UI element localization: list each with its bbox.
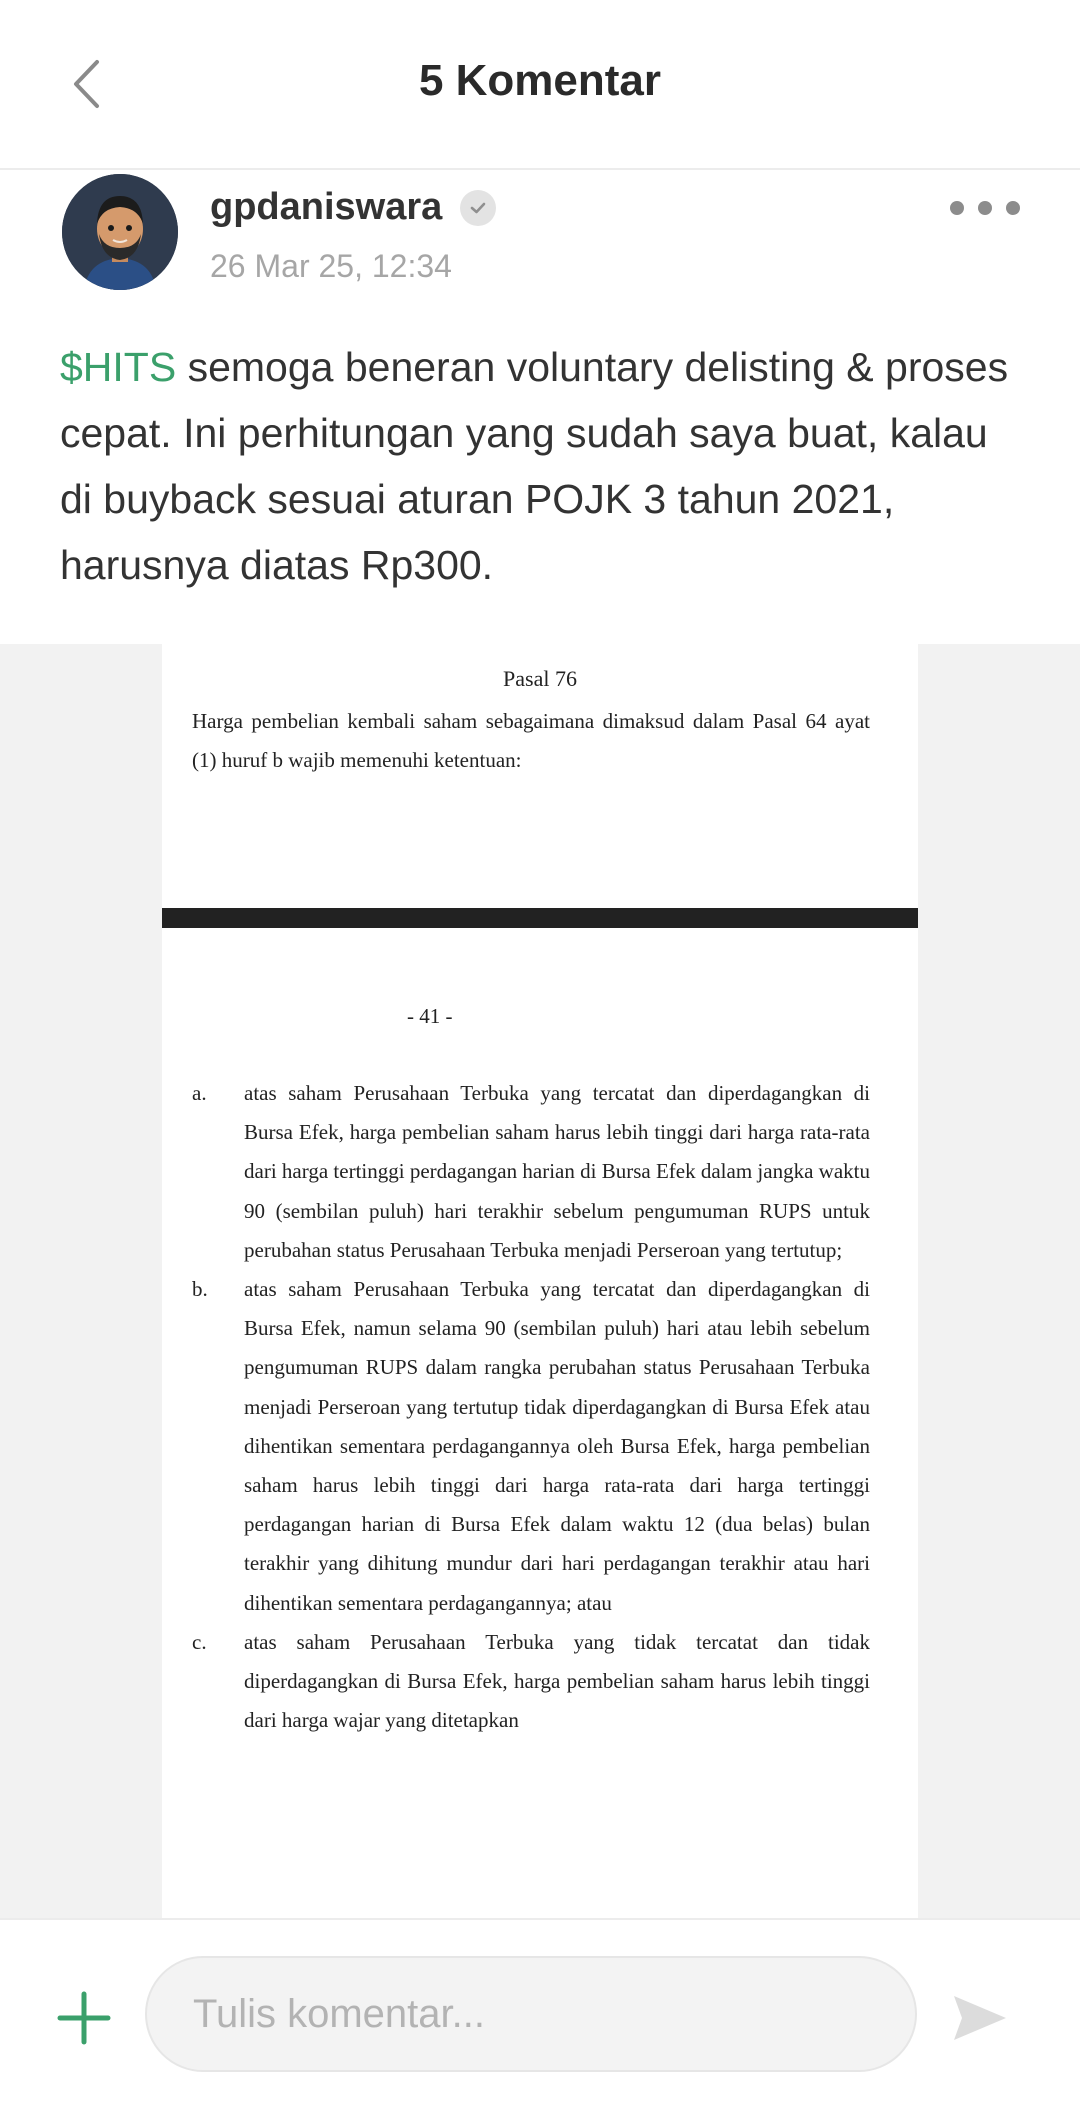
avatar[interactable] (62, 174, 178, 290)
document-scan (162, 644, 918, 1918)
comment-input[interactable] (145, 1956, 917, 2072)
list-item-text: atas saham Perusahaan Terbuka yang tercatat dan diperdagangkan di Bursa Efek, namun selama 90 (sembilan puluh) hari atau lebih sebelum pengumuman RUPS dalam rangka perubahan status Perusahaan Terbuka menjadi Perseroan yang tertutup tidak diperdagangkan di Bursa Efek atau dihentikan sementara perdagangannya oleh Bursa Efek, harga pembelian saham harus lebih tinggi dari harga rata-rata dari harga tertinggi perdagangan harian di Bursa Efek dalam waktu 12 (dua belas) bulan terakhir yang dihitung mundur dari hari perdagangan terakhir atau hari dihentikan sementara perdagangannya; atau (244, 1277, 870, 1615)
add-attachment-button[interactable] (56, 1990, 112, 2046)
ticker-link[interactable]: $HITS (60, 344, 177, 390)
list-item (192, 1623, 870, 1741)
username[interactable]: gpdaniswara (210, 186, 443, 228)
avatar-image (62, 174, 178, 290)
list-item-letter: c. (192, 1629, 207, 1654)
top-bar (0, 0, 1080, 170)
post-body (60, 334, 1020, 598)
page-title: 5 Komentar (418, 56, 662, 105)
page-divider (162, 908, 918, 928)
list-item-text: atas saham Perusahaan Terbuka yang tidak tercatat dan tidak diperdagangkan di Bursa Efek, harga pembelian saham harus lebih tinggi dari harga wajar yang ditetapkan (244, 1629, 870, 1733)
list-item-letter: a. (192, 1081, 207, 1105)
document-intro: Harga pembelian kembali saham sebagaimana dimaksud dalam Pasal 64 ayat (1) huruf b wajib memenuhi ketentuan: (192, 709, 870, 772)
comment-composer (0, 1918, 1080, 2106)
post-timestamp: 26 Mar 25, 12:34 (210, 248, 452, 284)
document-title: Pasal 76 (503, 666, 577, 691)
send-button[interactable] (950, 1990, 1010, 2046)
list-item-text: atas saham Perusahaan Terbuka yang tercatat dan diperdagangkan di Bursa Efek, harga pembelian saham harus lebih tinggi dari harga rata-rata dari harga tertinggi perdagangan harian di Bursa Efek dalam jangka waktu 90 (sembilan puluh) hari terakhir sebelum pengumuman RUPS untuk perubahan status Perusahaan Terbuka menjadi Perseroan yang tertutup; (244, 1081, 870, 1262)
list-item (192, 1270, 870, 1623)
page-number: - 41 - (407, 1004, 453, 1028)
post-text: semoga beneran voluntary delisting & proses cepat. Ini perhitungan yang sudah saya buat, kalau di buyback sesuai aturan POJK 3 tahun 2021, harusnya diatas Rp300. (60, 344, 1009, 588)
author-row (210, 186, 496, 229)
list-item-letter: b. (192, 1277, 208, 1302)
more-options-button[interactable] (950, 190, 1020, 226)
send-icon (950, 1990, 1010, 2046)
post-image[interactable] (0, 644, 1080, 1918)
verified-icon (460, 190, 496, 226)
more-horizontal-icon (950, 201, 964, 215)
list-item (192, 1074, 870, 1270)
document-list (192, 1074, 870, 1740)
plus-icon (56, 1990, 112, 2046)
